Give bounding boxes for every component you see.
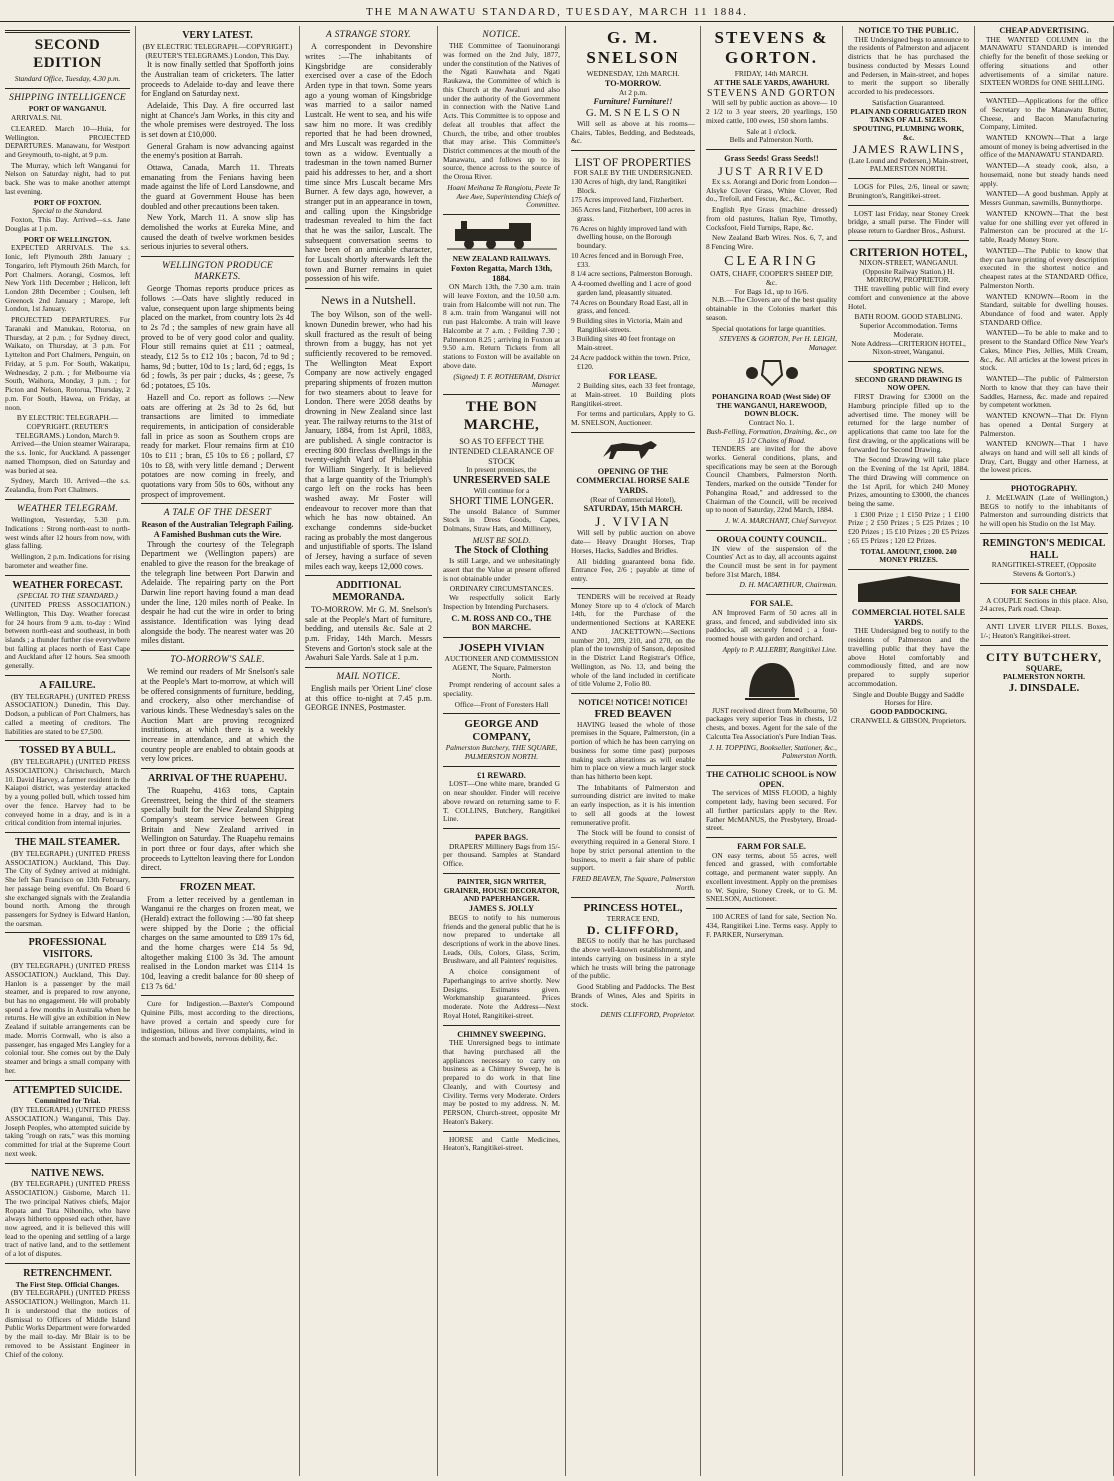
paper-text: DRAPERS' Millinery Bags from 15/- per thousand. Samples at Standard Office. — [443, 841, 560, 869]
latest-p3: General Graham is now advancing against the enemy's position at Barrah. — [141, 141, 294, 161]
oroua-sign: D. H. MACARTHUR, Chairman. — [739, 580, 837, 590]
painter-heading: PAINTER, SIGN WRITER, GRAINER, HOUSE DECORATOR, AND PAPERHANGER. — [443, 876, 560, 904]
foxton-text: Foxton, This Day. Arrived—s.s. Jane Douglas at 1 p.m. — [5, 215, 130, 233]
produce-text-2: Hazell and Co. report as follows :—New oats are offering at 2s 3d to 2s 6d, but transactions are limited to immediate requirements, in anticipation of considerable fall in price as soon as Southern crops are ready for market. Flour remains firm at £10 10s to £11 ; bran, £5 10s to £6 ; pollard, £7 10s to £8, with very little demand ; Derwent potatoes are now coming in freely, and quotations vary from 50s to 60s, without any prospect of improvement. — [141, 392, 294, 499]
bon-short: SHORT TIME LONGER. — [449, 495, 554, 507]
column-1 — [0, 26, 136, 1476]
stevens-sign: STEVENS & GORTON, Per H. LEIGH, Manager. — [719, 334, 837, 353]
beaven-text: HAVING leased the whole of those premises in the Square, Palmerston, (in a portion of which he has been carrying on business for some time past) purposes making such alterations as will enable him to place on view a much larger stock than has hitherto been kept. — [571, 719, 695, 782]
tomorrow: TO-MORROW. — [604, 78, 662, 88]
latest-p1: It is now finally settled that Spofforth joins the Australian team of cricketers. The latter proceeds to Adelaide to-day and leave there for England on Saturday next. — [141, 60, 294, 99]
shipping-heading: SHIPPING INTELLIGENCE — [9, 93, 126, 104]
grass-heading: Grass Seeds! Grass Seeds!! — [724, 154, 819, 164]
arrivals: ARRIVALS. Nil. — [11, 113, 62, 123]
forsale-text: AN Improved Farm of 50 acres all in grass, and fenced, and subdivided into six paddocks, all securely fenced ; a four-roomed house with garden and orchard. — [706, 607, 837, 644]
oroua-heading: OROUA COUNTY COUNCIL. — [716, 534, 827, 544]
pohangina-heading: POHANGINA ROAD (West Side) OF THE WANGANUI, HAREWOOD, DOWN BLOCK. — [711, 391, 832, 419]
column-6 — [701, 26, 843, 1476]
suicide-sub: Committed for Trial. — [34, 1096, 101, 1106]
wanted-2: WANTED KNOWN—That a large amount of money is being advertised in the office of the MANAWATU STANDARD. — [980, 133, 1108, 160]
railway-sub: Foxton Regatta, March 13th, 1884. — [450, 263, 553, 283]
failure-heading: A FAILURE. — [39, 679, 96, 691]
sale-time: Sale at 1 o'clock. — [746, 126, 797, 136]
frozen-text: From a letter received by a gentleman in Wanganui re the charges on frozen meat, we (Herald) extract the following :—'80 fat sheep were shipped by the Dorie ; the official charges on the same amounted to £89 17s 6d, and the home charges were £14 5s 9d, altogether making £100 3s 3d. The amount realised in the London market was £114 1s 10d, leaving a credit balance for 80 sheep of £13 7s 6d.' — [141, 894, 294, 991]
beehive-icon — [737, 659, 807, 703]
bon-heading: THE BON MARCHE, — [463, 399, 540, 433]
princess-sub: TERRACE END, — [606, 913, 660, 923]
notice-sign: Hoani Meihana Te Rangiotu, Peete Te Awe Awe, Superintending Chiefs of Committee. — [447, 182, 560, 210]
superior: Superior Accommodation. Terms Moderate. — [859, 321, 958, 339]
sydney: Sydney, March 10. Arrived—the s.s. Zealandia, from Port Chalmers. — [5, 476, 130, 495]
property-item: 3 Building sites 40 feet frontage on Main-street. — [571, 334, 676, 353]
bells: Bells and Palmerston North. — [729, 135, 814, 145]
property-item: A 4-roomed dwelling and 1 acre of good garden land, pleasantly situated. — [571, 279, 692, 297]
mail-notice-text: English mails per 'Orient Line' close at this office to-night at 7.45 p.m. GEORGE INNES, Postmaster. — [305, 684, 432, 713]
vivian-text: Prompt rendering of account sales a speciality. — [443, 680, 560, 698]
sale-heading: TO-MORROW'S SALE. — [170, 655, 265, 666]
forecast-sub: (SPECIAL TO THE STANDARD.) — [17, 591, 118, 601]
opening-sub: (Rear of Commercial Hotel), — [590, 494, 676, 504]
bon-cont: Will continue for a — [473, 485, 530, 495]
column-3 — [300, 26, 438, 1476]
clifford-sign: DENIS CLIFFORD, Proprietor. — [600, 1010, 695, 1020]
criterion-text: THE travelling public will find every comfort and convenience at the above Hotel. — [848, 284, 969, 311]
cheap-heading: CHEAP ADVERTISING. — [999, 26, 1089, 35]
vivian-name: J. VIVIAN — [595, 514, 671, 530]
vivian-heading: JOSEPH VIVIAN — [458, 641, 545, 654]
notice-heading: NOTICE. — [482, 30, 521, 40]
failure-text: (BY TELEGRAPH.) (UNITED PRESS ASSOCIATION.) Dunedin, This Day. Dodson, a publican of Port Chalmers, has called a meeting of creditors. The liabilities are stated to be £7,500. — [5, 691, 130, 736]
notice-text: THE Committee of Taonuinorangi was formed on the 2nd July, 1877, under the constitution of the Natives of the Ngati Kauwhata and Ngati Raukawa, the Committee of which is this Church at the Awahuri and also under the authority of the Government in connection with the Native Land Acts. This Committee is to oppose and defeat all troubles that affect the Church, the tribe, and other troubles that may arise. This Committee's District commences at the mouth of the Manawatu, and follows up to its source, thence across to the source of the Oroua River. — [443, 41, 560, 182]
snelson-heading: G. M. SNELSON — [586, 28, 680, 68]
tossed-text: (BY TELEGRAPH.) (UNITED PRESS ASSOCIATION.) Christchurch, March 10. David Harvey, a farmer resident in the Kaiapoi district, was yesterday attacked by a young polled bull, which tossed him over the fence. Harvey had to be conveyed home in a dray, and is in a critical condition from internal injuries. — [5, 757, 130, 828]
list-sub: FOR SALE BY THE UNDERSIGNED. — [573, 168, 693, 178]
respect: We respectfully solicit Early Inspection by Intending Purchasers. — [443, 593, 560, 611]
vivian-sub: AUCTIONEER AND COMMISSION AGENT, The Square, Palmerston North. — [444, 653, 559, 681]
cheap-sale-heading: FOR SALE CHEAP. — [1011, 586, 1077, 596]
railway-heading: NEW ZEALAND RAILWAYS. — [452, 254, 551, 264]
wanted-5: WANTED KNOWN—That the best value for one shilling ever yet offered in Palmerston can be procured at the 1/- table, Ready Money Store. — [980, 208, 1108, 245]
liver-text: ANTI LIVER LIVER PILLS. Boxes, 1/-; Heaton's Rangitikei-street. — [980, 622, 1108, 640]
acres-text: 100 ACRES of land for sale, Section No. 434, Rangitikei Line. Terms easy. Apply to F. PARKER, Nurseryman. — [706, 912, 837, 939]
farm-heading: FARM FOR SALE. — [737, 841, 806, 851]
lease-heading: FOR LEASE. — [608, 372, 658, 382]
bon-present: In present premises, the — [466, 465, 537, 475]
rawlins-heading: JAMES RAWLINS, — [852, 142, 965, 157]
satisfaction: Satisfaction Guaranteed. — [872, 97, 945, 107]
lease-text: 2 Building sites, each 33 feet frontage, at Main-street. 10 Building plots Rangitikei-street. — [571, 381, 695, 408]
masthead: THE MANAWATU STANDARD, TUESDAY, MARCH 11 1884. — [0, 0, 1114, 22]
reward-heading: £1 REWARD. — [477, 770, 526, 780]
retrench-sub: The First Step. Official Changes. — [15, 1279, 120, 1289]
weather2: Wellington, 2 p.m. Indications for rising barometer and weather fine. — [5, 552, 130, 570]
railway-sign: (Signed) T. F. ROTHERAM, District Manager. — [453, 371, 560, 390]
contract-sign: J. W. A. MARCHANT, Chief Surveyor. — [725, 516, 837, 526]
stevens-date: FRIDAY, 14th MARCH. — [734, 69, 809, 79]
property-list — [571, 178, 695, 371]
wanted-11: WANTED KNOWN—That I have always on hand and will sell all kinds of Dray, Cart, Buggy and other Harness, at the lowest prices. — [980, 439, 1108, 475]
horse-ad: HORSE and Cattle Medicines, Heaton's, Rangitikei-street. — [443, 1134, 560, 1153]
column-4 — [438, 26, 566, 1476]
clothing-heading: The Stock of Clothing — [454, 545, 549, 557]
mail-notice-heading: MAIL NOTICE. — [336, 671, 401, 682]
suicide-text: (BY TELEGRAPH.) (UNITED PRESS ASSOCIATION.) Wanganui, This Day. Joseph Peoples, who attempted suicide by taking "rough on rats," was this morning committed for trial at the Supreme Court next week. — [5, 1105, 130, 1158]
george-heading: GEORGE AND COMPANY, — [464, 718, 539, 744]
column-7 — [843, 26, 975, 1476]
tale-sub: Reason of the Australian Telegraph Failing. A Famished Bushman cuts the Wire. — [141, 520, 294, 540]
spouting: SPOUTING, PLUMBING WORK, &c. — [853, 124, 964, 142]
prof-text: (BY TELEGRAPH.) (UNITED PRESS ASSOCIATION.) Auckland, This Day. Hanlon is a passenger by the mail steamer, and is prepared to row anyone, but has no engagement. He will probably spend a few months in Australia when he returns. He will give an exhibition in New Zealand if suitable arrangements can be made. Morris Cornwall, who is also a passenger, has engaged Mrs Langley for a colonial tour. She comes out by the Daly steamer and brings a small company with her. — [5, 961, 130, 1075]
arrival-heading: ARRIVAL OF THE RUAPEHU. — [148, 773, 287, 785]
tanks: PLAIN AND CORRUGATED IRON TANKS OF ALL SIZES. — [850, 106, 967, 125]
nutshell-text: The boy Wilson, son of the well-known Dunedin brewer, who had his skull fractured as the result of being thrown from a buggy, has not yet sufficiently recovered to be removed. The Wellington Meat Export Company are now actively engaged preparing shipments of frozen mutton for two steamers about to leave for London. There were 2058 deaths by drowning in New Zealand since last year. The railway returns to the 31st of January, 1884, from 1st April, 1883, are published. A single contractor is erecting 800 fireclass dwellings in the twenty-eighth Ward of Philadelphia for William Singerly. It is believed that a large quantity of the Triumph's cargo left on the rocks has been washed away. Mr Foster will endeavour to recover more than that which he has now obtained. An exchange condemns side-bucket racing as probably the most dangerous and unjustifiable of sports. The Island of Jersey, having a surface of seven miles each way, keeps 12,000 cows. — [305, 310, 432, 571]
criterion-note: Note Address—CRITERION HOTEL, Nixon-street, Wanganui. — [851, 338, 966, 357]
vivian-sale-text: Will sell by public auction on above date— Heavy Draught Horses, Trap Horses, Hacks, Saddles and Bridles. — [571, 528, 695, 555]
latest-p2: Adelaide, This Day. A fire occurred last night at Chance's Jam Works, in this city and the whole premises were destroyed. The loss is set down at £10,000. — [141, 100, 294, 139]
strange-heading: A STRANGE STORY. — [326, 30, 411, 40]
arrived-heading: JUST ARRIVED — [718, 163, 825, 178]
wanted-1: WANTED—Applications for the office of Secretary to the Manawatu Butter, Cheese, and Bacon Manufacturing Company, Limited. — [980, 96, 1108, 132]
sale-text: We remind our readers of Mr Snelson's sale at the People's Mart to-morrow, at which will be offered consignments of furniture, bedding, and crockery, also other merchandise of various kinds. These Wednesday's sales on the Auction Mart are proving recognized institutions, at which there is a weekly increase in attendance, and at which the country people are enabled to obtain goods at very low prices. — [141, 667, 294, 764]
vivian-office: Office—Front of Foresters Hall — [454, 699, 549, 709]
paper-heading: PAPER BAGS. — [474, 833, 529, 843]
photo-text: J. McELWAIN (Late of Wellington,) BEGS to notify to the inhabitants of Palmerston and surrounding districts that he will open his Studio on the 1st May. — [980, 492, 1108, 529]
railway-text: ON March 13th, the 7.30 a.m. train will leave Foxton, and the 10.50 a.m. train from Halcombe will not run. The 8 a.m. train from Wanganui will not run past Halcombe. A train will leave Halcombe at 7 a.m. ; Feilding 7.30 ; Palmerston 8.25 ; arriving in Foxton at 9.50 a.m. Return Tickets from all stations to Foxton will be available on above date. — [443, 282, 560, 370]
property-item: 8 1/4 acre sections, Palmerston Borough. — [571, 269, 693, 279]
port-wanganui: PORT OF WANGANUI. — [28, 104, 107, 114]
property-item: 10 Acres fenced and in Borough Free, £33. — [571, 250, 684, 269]
stevens-place: AT THE SALE YARDS, AWAHURI. — [713, 77, 830, 87]
forsale-sign: Apply to P. ALLERBY, Rangitikei Line. — [722, 644, 837, 654]
electric-text: Arrived—the Union steamer Wairarapa, the s.s. Ionic, for Auckland. A passenger named Thompson, died on Saturday and was buried at sea. — [5, 439, 130, 475]
hotel-text: THE Undersigned beg to notify to the residents of Palmerston and the travelling public that they have the above Hotel comfortably and commodiously fitted, and are now prepared to supply superior accommodation. — [848, 626, 969, 688]
george-sub: Palmerston Butchery, THE SQUARE, PALMERSTON NORTH. — [445, 743, 558, 761]
contract: Contract No. 1. — [748, 418, 795, 428]
ross-sign: C. M. ROSS AND CO., THE BON MARCHE. — [451, 613, 552, 633]
column-2 — [136, 26, 300, 1476]
hotel-heading: COMMERCIAL HOTEL SALE YARDS. — [851, 608, 966, 627]
wanted-column: THE WANTED COLUMN in the MANAWATU STANDARD is intended chiefly for the benefit of those seeking or offering situations and other advertisements of a similar nature. SIXTEEN WORDS for ONE SHILLING. — [980, 34, 1108, 88]
stevens-text: Will sell by public auction as above— 10 2 1/2 to 3 year steers, 20 yearlings, 150 mixed cattle, 100 ewes, 150 shorn lambs. — [706, 98, 837, 125]
arrived-text: Ex s.s. Aorangi and Doric from London—Alsyke Clover Grass, White Clover, Red do., Trefoil, and Fescue, &c., &c. — [706, 176, 837, 204]
wellington-text: EXPECTED ARRIVALS. The s.s. Ionic, left Plymouth 28th January ; Tongariro, left Plymouth 26th March, for Port Chalmers. Aorangi, Cosmos, left New York 11th December ; Helicon, left London 28th December ; Coulsen, left Greenock 2nd January ; Marope, left London, 1st January. — [5, 243, 130, 314]
bon-sub: SO AS TO EFFECT THE INTENDED CLEARANCE OF STOCK — [448, 437, 555, 466]
vivian-fee: All bidding guaranteed bona fide. Entrance Fee, 2/6 ; payable at time of entry. — [571, 556, 695, 584]
frozen-heading: FROZEN MEAT. — [179, 881, 256, 893]
snelson-name: G. M. S N E L S O N — [585, 106, 681, 119]
column-5 — [566, 26, 701, 1476]
notice-heading-2: NOTICE! NOTICE! NOTICE! — [578, 697, 688, 707]
tea-text: JUST received direct from Melbourne, 50 packages very superior Teas in chests, 1/2 chests, and boxes. Agent for the sale of the Calcutta Tea Association's Pure Indian Teas. — [706, 705, 837, 741]
contract-text: Bush-Felling, Formation, Draining, &c., on 15 1/2 Chains of Road. — [706, 426, 837, 445]
wanted-7: WANTED KNOWN—Room in the Standard, suitable for dwelling houses. Abundance of food and water. Apply STANDARD Office. — [980, 291, 1108, 327]
latest-heading: VERY LATEST. — [182, 30, 253, 41]
port-foxton: PORT OF FOXTON. — [33, 197, 102, 207]
mail-heading: THE MAIL STEAMER. — [15, 837, 120, 849]
special: Special to the Standard. — [32, 206, 103, 216]
cleared: CLEARED. March 10—Huia, for Wellington. PROJECTED DEPARTURES. Manawatu, for Westport and Greymouth, to-night, at 9 p.m. — [5, 123, 130, 159]
stevens-firm: STEVENS AND GORTON — [707, 87, 836, 99]
cranwell: CRANWELL & GIBSON, Proprietors. — [850, 715, 967, 725]
contract-body: TENDERS are invited for the above works. General conditions, plans, and specifications may be seen at the Borough Council Chambers, Palmerston North. Tenders, marked on the outside "Tender for Pohangina Road," and addressed to the Chairman of the Council, will be received up to noon of Saturday, 22nd March, 1884. — [706, 444, 837, 515]
bon-sale: UNRESERVED SALE — [452, 475, 551, 487]
weather-text: Wellington, Yesterday, 5.30 p.m. Indications : Strong north-east to north-west winds after 12 hours from now, with glass falling. — [5, 515, 130, 551]
forsale-heading: FOR SALE. — [750, 599, 793, 609]
property-item: 130 Acres of high, dry land, Rangitikei Block. — [571, 176, 687, 195]
clearing-heading: CLEARING — [724, 253, 819, 269]
additional-text: TO-MORROW. Mr G. M. Snelson's sale at the People's Mart of furniture, bedding, and utensils &c. Sale at 2 p.m. Friday, 14th March. Messrs Stevens and Gorton's stock sale at the Awahuri Sale Yards. Sale at 1 p.m. — [305, 604, 432, 663]
retrench-heading: RETRENCHMENT. — [23, 1267, 112, 1279]
oroua-text: IN view of the suspension of the Counties' Act as to day, all accounts against the Council must be sent in for payment before 31st March, 1884. — [706, 543, 837, 579]
school-heading: THE CATHOLIC SCHOOL is NOW OPEN. — [706, 769, 837, 789]
piles-text: LOGS for Piles, 2/6, lineal or sawn; Brunington's, Rangitikei-street. — [848, 182, 969, 200]
horse-icon — [593, 437, 673, 463]
property-item: 76 Acres on highly improved land with dwelling house, on the Borough boundary. — [571, 223, 687, 251]
wanted-6: WANTED—The Public to know that they can have printing of every description executed in the shortest notice and cheapest rates at the STANDARD Office, Palmerston North. — [980, 245, 1108, 290]
latest-sub: (BY ELECTRIC TELEGRAPH.—COPYRIGHT.) (REUTER'S TELEGRAMS.) London, This Day. — [142, 41, 293, 60]
retrench-text: (BY TELEGRAPH.) (UNITED PRESS ASSOCIATION.) Wellington, March 11. It is understood that the notices of dismissal to Officers of Middle Island Public Works Department were forwarded by the mail to-day. Mr Blair is to be removed to be Assistant Engineer in Chief of the colony. — [5, 1288, 130, 1359]
weather-heading: WEATHER TELEGRAM. — [16, 503, 119, 514]
drawing-heading: SECOND GRAND DRAWING IS NOW OPEN. — [855, 374, 962, 393]
tossed-heading: TOSSED BY A BULL. — [19, 745, 116, 757]
furniture: Furniture! Furniture!! — [593, 97, 673, 107]
electric: BY ELECTRIC TELEGRAPH.—COPYRIGHT. (REUTER'S TELEGRAMS.) London, March 9. — [15, 413, 120, 440]
bags: For Bags 1d., up to 16/6. — [734, 286, 809, 296]
chimney-text: THE Unrersigned begs to intimate that having purchased all the appliances necessary to carry on business as a Chimney Sweep, he is prepared to do work in that line Cleanly, and with Courtesy and Civility. Terms very Moderate. Orders may be posted to my address. N. M. PERSON, Church-street, opposite Mr Heaton's Bakery. — [443, 1038, 560, 1126]
latest-p5: New York, March 11. A snow slip has demolished the works at Eureka Mine, and caused the death of twelve workmen besides serious injuries to several others. — [141, 213, 294, 252]
forecast-text: (UNITED PRESS ASSOCIATION.) Wellington, This Day. Weather forecast for 24 hours from 9 a.m. to-day : Wind between north-east and southeast, in both islands ; a thunder further rise everywhere but falling at places north of East Cape and Auckland after 12 hours. Sea smooth generally. — [5, 600, 130, 671]
locomotive-icon — [447, 219, 557, 251]
terms: For terms and particulars, Apply to G. M. SNELSON, Auctioneer. — [571, 409, 695, 427]
opening-date: SATURDAY, 15th MARCH. — [583, 504, 683, 514]
bon-must: MUST BE SOLD. — [472, 535, 531, 545]
column-8 — [975, 26, 1114, 1476]
beaven-text-2: The Inhabitants of Palmerston and surrounding district are invited to make an early inspection, as it is his intention to sell all goods at the lowest remunerative profit. — [571, 782, 695, 827]
chimney-heading: CHIMNEY SWEEPING. — [457, 1029, 546, 1039]
clifford-heading: D. CLIFFORD, — [586, 923, 680, 938]
prizes-total: TOTAL AMOUNT, £3000. 240 MONEY PRIZES. — [860, 546, 957, 565]
property-item: 365 Acres land, Fitzherbert, 100 acres in grass. — [571, 205, 691, 223]
property-item: 175 Acres improved land, Fitzherbert. — [571, 195, 684, 205]
jolly-text-2: A choice consignment of Paperhangings to arrive shortly. New Designs. Estimates given. Workmanship guaranteed. Prices moderate. Note the Address—Next Royal Hotel, Rangitikei-street. — [443, 967, 560, 1020]
rawlins-sub: (Late Lound and Pedersen,) Main-street, PALMERSTON NORTH. — [848, 155, 969, 174]
drawing-text-2: The Second Drawing will take place on the Evening of the 1st April, 1884. The third Drawing will commence on the 1st April, for which 240 Money Prizes, amounting to £3000, the chances being the same. — [848, 455, 969, 508]
projected: PROJECTED DEPARTURES. For Taranaki and Manukau, Rotorua, on Thursday, at 2 p.m. ; for Sydney direct, Waikato, on Thursday, at 3 p.m. For Lyttelton and Port Chalmers, Penguin, on Friday, at 5 p.m. For South, Wakatipu, Wednesday, 2 p.m. ; for Melbourne via South, Waihora, Monday, 3 p.m. ; for Picton and Nelson, Rotorua, Thursday, 2 p.m. For South, Hawea, on Friday, at noon. — [5, 315, 130, 412]
criterion-heading: CRITERION HOTEL, — [849, 244, 968, 259]
tale-text: Through the courtesy of the Telegraph Department we (Wellington papers) are enabled to give the reason for the breakage of the telegraph line between Port Darwin and Adelaide. The repairing party on the Port Darwin line report having found a man dead under the line, 120 miles north of Peake. In despair he had cut the wire in order to bring assistance. Identification was lying dead alongside the body. The nearest water was 20 miles distant. — [141, 539, 294, 646]
additional-heading: ADDITIONAL MEMORANDA. — [332, 580, 405, 604]
ordinary: ORDINARY CIRCUMSTANCES. — [449, 584, 554, 594]
tale-heading: A TALE OF THE DESERT — [163, 508, 272, 519]
reward-text: LOST—One white mare, branded G on near shoulder. Finder will receive above reward on returning same to F. T. COLLINS, Butchery, Rangitikei Line. — [443, 779, 560, 824]
port-wellington: PORT OF WELLINGTON. — [23, 234, 112, 244]
buggies: Single and Double Buggy and Saddle Horses for Hire. — [852, 689, 965, 708]
rangitikei-address: RANGITIKEI-STREET, (Opposite Stevens & Gorton's.) — [991, 560, 1097, 579]
cheap-sale-text: A COUPLE Sections in this place. Also, 24 acres, Park road. Cheap. — [980, 595, 1108, 614]
jolly-text: BEGS to notify to his numerous friends and the general public that he is now prepared to undertake all descriptions of work in the above lines. Leads, Oils, Colors, Glass, Scrim, Brushware, and all Painters' requisites. — [443, 912, 560, 966]
wanted-9: WANTED—The public of Palmerston North to know that they can have their Saddles, Harness, &c. made and repaired by competent workmen. — [980, 374, 1108, 410]
produce-heading: WELLINGTON PRODUCE MARKETS. — [161, 261, 274, 283]
clifford-text: BEGS to notify that he has purchased the above well-known establishment, and intends carrying on business in a style which he trusts will bring the patronage of the public. — [571, 936, 695, 981]
native-heading: NATIVE NEWS. — [31, 1167, 104, 1179]
arrival-text: The Ruapehu, 4163 tons, Captain Greenstreet, being the third of the steamers specially built for the New Zealand Shipping Company's steam service between Great Britain and New Zealand arrived in Wellington on Saturday. The Ruapehu remains in port three or four days, after which she proceeds to Lyttelton leaving there for London direct. — [141, 785, 294, 873]
paddocking: GOOD PADDOCKING. — [869, 707, 948, 717]
clifford-text-2: Good Stabling and Paddocks. The Best Brands of Wines, Ales and Spirits in stock. — [571, 982, 695, 1009]
produce-text: George Thomas reports produce prices as follows :—Oats have slightly reduced in value, consequent upon large shipments being placed on the market, from country lots 2s 4d to 2s 7d ; the samples of new grain have all proved to be of very good color and quality. Flour still remains quiet at £11 ; oatmeal, steady, £12 5s to £12 10s ; bacon, 7d to 9d ; hams, 9d ; butter, 10d to 1s ; lard, 6d ; eggs, 1s 6d ; fowls, 3s per pair ; ducks, 4s ; geese, 7s 6d ; potatoes, £5 10s. — [141, 284, 294, 391]
special: Special quotations for large quantities. — [712, 323, 826, 333]
snelson-date: WEDNESDAY, 12th MARCH. — [586, 69, 680, 79]
notice-public-text: THE Undersigned begs to announce to the residents of Palmerston and adjacent districts that he has purchased the business conducted by Messrs Lound and Pedersen, in Main-street, and hopes to merit the support so liberally accorded to his predecessors. — [848, 34, 969, 97]
butchery-square: SQUARE, — [1025, 663, 1063, 673]
property-item: 9 Building sites in Victoria, Main and Rangitikei-streets. — [571, 315, 683, 334]
opening-heading: OPENING OF THE COMMERCIAL HORSE SALE YARDS. — [576, 466, 690, 496]
princess-heading: PRINCESS HOTEL, — [583, 901, 683, 914]
beaven-sign: FRED BEAVEN, The Square, Palmerston North. — [572, 874, 695, 892]
beaven-heading: FRED BEAVEN — [594, 707, 672, 720]
butchery-heading: CITY BUTCHERY, — [985, 649, 1103, 664]
bon-text: The unsold Balance of Summer Stock in Dress Goods, Capes, Dolmans, Straw Hats, and Millinery, — [443, 506, 560, 533]
property-item: 74 Acres on Boundary Road East, all in grass, and fenced. — [571, 297, 688, 316]
mail-text: (BY TELEGRAPH.) (UNITED PRESS ASSOCIATION.) Auckland, This Day. The City of Sydney arrived at midnight. She left San Francisco on 13th February, her passage being eventful. On Board 6 she exchanged signals with the Zealandia bound north. Among the through passengers for Sydney is Edward Hanlon, the oarsman. — [5, 848, 130, 928]
photo-heading: PHOTOGRAPHY. — [1010, 484, 1078, 494]
prof-heading: PROFESSIONAL VISITORS. — [28, 937, 107, 961]
indigestion-ad: Cure for Indigestion.—Baxter's Compound Quinine Pills, most according to the directions, have proved a certain and speedy cure for indigestion, bilious and liver complaints, wind in the stomach and bowels, nervous debility, &c. — [141, 999, 294, 1044]
sporting-heading: SPORTING NEWS. — [873, 366, 944, 376]
latest-p4: Ottawa, Canada, March 11. Threats emanating from the Fenians having been made against the life of Lord Lansdowne, and the guard at Government House has been doubled and other precautions been taken. — [141, 162, 294, 211]
wanted-10: WANTED KNOWN—That Dr. Flynn has opened a Dental Surgery at Palmerston. — [980, 411, 1108, 438]
prizes-text: 1 £300 Prize ; 1 £150 Prize ; 1 £100 Prize ; 2 £50 Prizes ; 5 £25 Prizes ; 10 £20 Prizes ; 15 £10 Prizes ; 20 £5 Prizes ; 65 £5 Prizes ; 120 £2 Prizes. — [848, 509, 969, 545]
second-edition-title: SECOND EDITION — [33, 37, 102, 71]
native-text: (BY TELEGRAPH.) (UNITED PRESS ASSOCIATION.) Gisborne, March 11. The two principal Natives chiefs, Major Ropata and Tuta Nihoniho, who have always hitherto opposed each other, have now agreed, and it is believed this will lead to the opening and settling of a large tract of native land, and to the settlement of a lot of disputes. — [5, 1179, 130, 1259]
tenders-text: TENDERS will be received at Ready Money Store up to 4 o'clock of March 14th, for the Purchase of the undermentioned Sections at KAREKE AND JACKETTOWN:—Sections number 201, 209, 210, and 270, on the plan of the township of Sanson, deposited in the District Land Registrar's Office, Wellington, as No. 13, and being the whole of the land included in certificate of title Volume 2, Folio 80. — [571, 591, 695, 689]
clearing-text: OATS, CHAFF, COOPER'S SHEEP DIP, &c. — [710, 269, 833, 287]
property-item: 24 Acre paddock within the town. Price, £120. — [571, 352, 691, 371]
jolly-heading: JAMES S. JOLLY — [469, 904, 534, 914]
hotel-engraving-icon — [854, 574, 964, 604]
wire-text: New Zealand Barb Wires. Nos. 6, 7, and 8 Fencing Wire. — [706, 233, 837, 251]
snelson-text: Will sell as above at his rooms—Chairs, Tables, Bedding, and Bedsteads, &c. — [571, 118, 695, 146]
dinsdale: J. DINSDALE. — [1008, 682, 1080, 695]
criterion-sub: NIXON-STREET, WANGANUI. (Opposite Railway Station.) H. MORROW, PROPRIETOR. — [859, 257, 958, 285]
list-heading: LIST OF PROPERTIES — [574, 155, 692, 170]
wanted-4: WANTED—A good bushman. Apply at Messrs Gunman, sawmills, Bunnythorpe. — [980, 189, 1108, 208]
bath: BATH ROOM. GOOD STABLING. — [854, 312, 963, 322]
forecast-heading: WEATHER FORECAST. — [12, 579, 123, 591]
butchery-palm: PALMERSTON NORTH. — [1002, 672, 1085, 682]
stevens-heading: STEVENS & GORTON. — [714, 28, 829, 68]
school-text: The services of MISS FLOOD, a highly competent lady, having been secured. For all further particulars apply to the Rev. Father McMANUS, the Presbytery, Broad-street. — [706, 788, 837, 833]
farm-text: ON easy terms, about 55 acres, well fenced and grassed, with comfortable cottage, and permanent water supply. An excellent investment. Apply on the premises to W. Squire, Stoney Creek, or to G. M. SNELSON, Auctioneer. — [706, 850, 837, 904]
time: At 2 p.m. — [619, 87, 647, 97]
clovers: N.B.—The Clovers are of the best quality obtainable in the Colonies market this season. — [706, 295, 837, 322]
murray: The Murray, which left Wanganui for Nelson on Saturday night, had to put back. She was to make another attempt last evening. — [5, 160, 130, 196]
beaven-text-3: The Stock will be found to consist of everything required in a General Store. I hope by strict personal attention to the business, to merit a fair share of public support. — [571, 828, 695, 873]
suicide-heading: ATTEMPTED SUICIDE. — [12, 1084, 123, 1096]
tea-sign: J. H. TOPPING, Bookseller, Stationer, &c., Palmerston North. — [709, 742, 837, 761]
lost-text: LOST last Friday, near Stoney Creek bridge, a small purse. The Finder will please return to Gardner Bros., Ashurst. — [848, 208, 969, 236]
notice-public-heading: NOTICE TO THE PUBLIC. — [858, 26, 959, 35]
crest-icon — [742, 357, 802, 389]
nutshell-heading: News in a Nutshell. — [321, 293, 416, 307]
strange-text: A correspondent in Devonshire writes :—The inhabitants of Kingsbridge are considerably exercised over a case of the Edoch Arden type in that town. Some years ago a young woman of Kingsbridge was married to a sailor named Lustcalt. He went to sea, and his wife saw him no more. It was credibly reported that he had been drowned, and Mrs Luscalt was regarded in the town as a widow. Eventually a tradesman in the town named Burner paid his addresses to her, and a short time since Mrs Luscalt became Mrs Burner. A few days ago, however, a stranger put in an appearance in town, and calling upon the Kingsbridge tradesman revealed to him the fact that he was the sailor, Luscalt. The subsequent conversation seems to have been of an amicable character, for Luscalt shortly afterwards left the town and Burner remains in quiet possession of his wife. — [305, 42, 432, 284]
remingtons-heading: REMINGTON'S MEDICAL HALL — [982, 537, 1106, 561]
office-time: Standard Office, Tuesday, 4.30 p.m. — [14, 74, 121, 84]
wanted-3: WANTED—A steady cook, also, a housemaid, none but steady hands need apply. — [980, 161, 1108, 188]
wanted-8: WANTED—To be able to make and to present to the Standard Office New Year's Cakes, Mince Pies, Jellies, Milk Cream, &c., &c. All articles at the lowest prices in stock. — [980, 328, 1108, 373]
english-text: English Rye Grass (machine dressed) from old pastures, Italian Rye, Timothy, Cocksfoot, Field Turnips, Rape, &c. — [706, 205, 837, 232]
drawing-text: FIRST Drawing for £3000 on the Hamburg principle filled up to the advertised time. The money will be returned for the large number of applications that came too late for the first drawing, or the applications will be forwarded for Second Drawing. — [848, 392, 969, 454]
clothing-text: Is still Large, and we unhesitatingly assert that the Value at present offered is not obtainable under — [443, 556, 560, 583]
